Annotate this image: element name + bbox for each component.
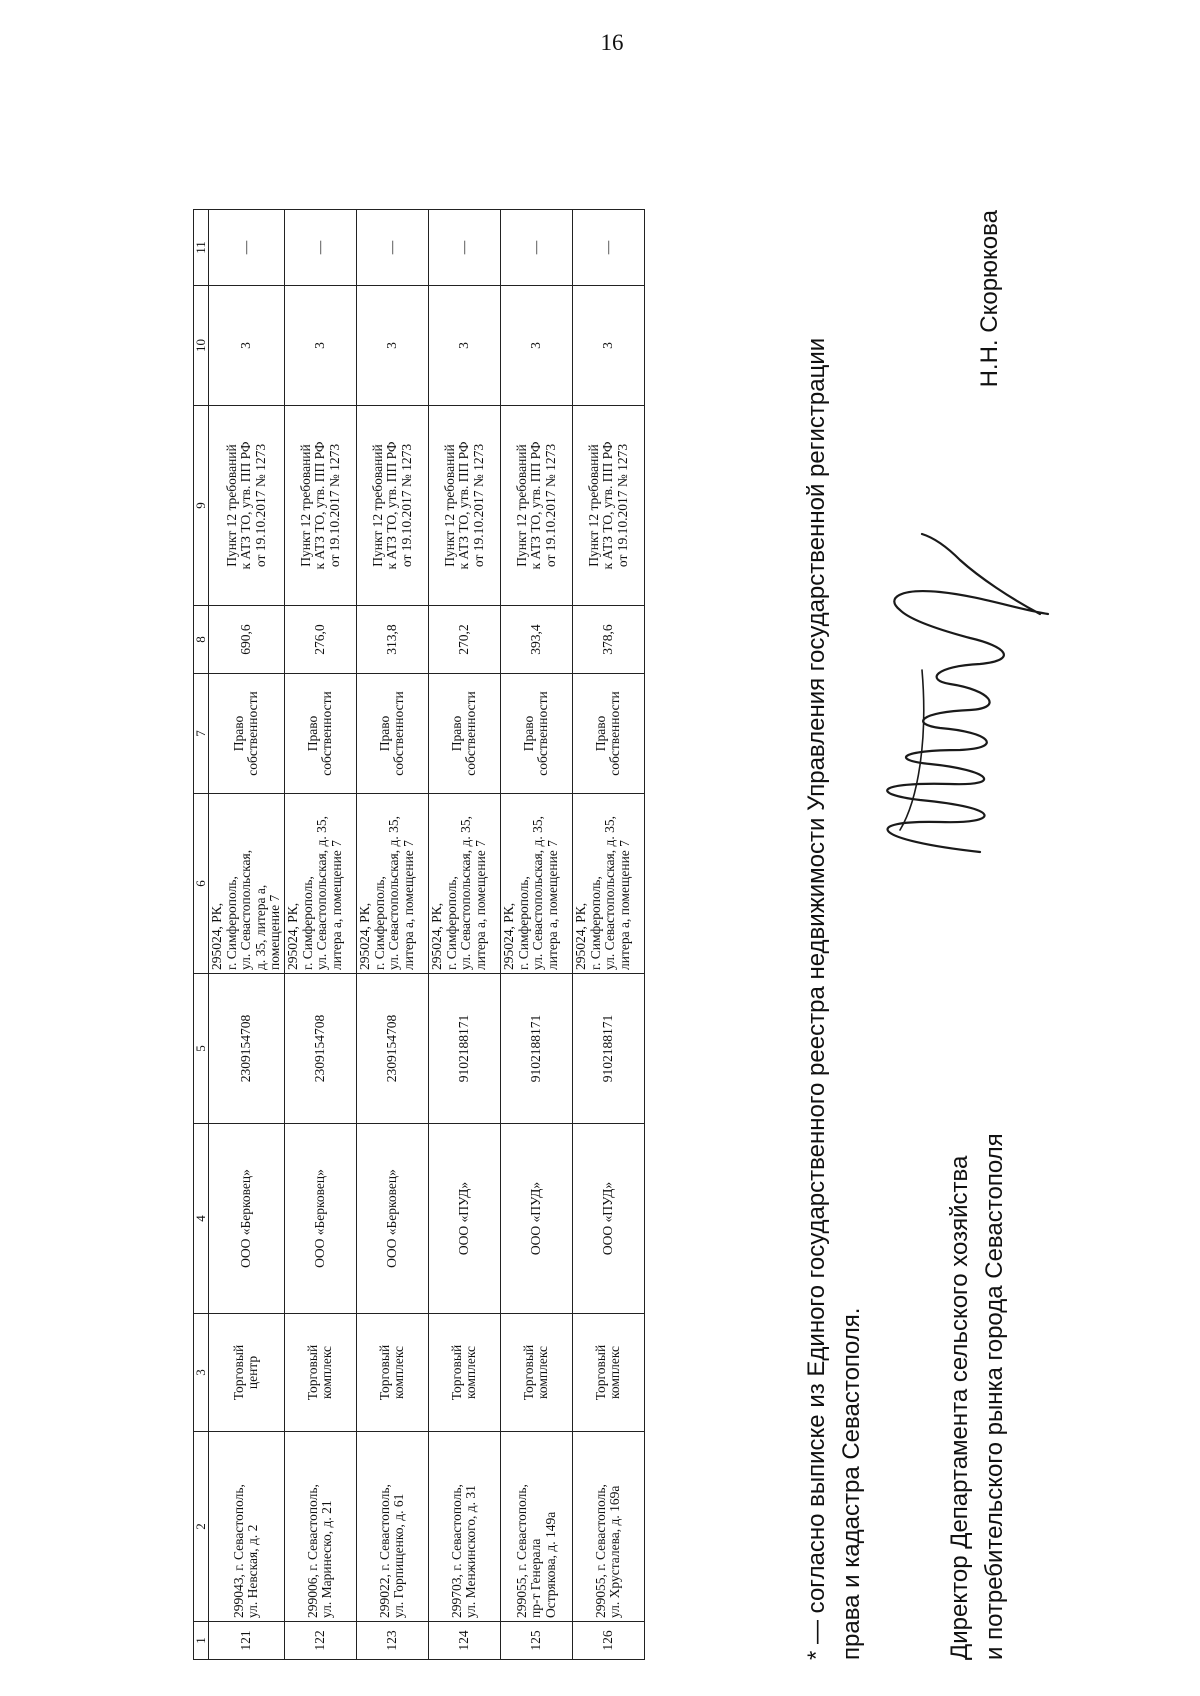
- note-value: —: [284, 210, 356, 286]
- legal-address: 295024, РК, г. Симферополь, ул. Севастопольская, д. 35, литера а, помещение 7: [209, 794, 285, 974]
- table-row: [209, 210, 285, 1660]
- basis-reference: Пункт 12 требований к АТЗ ТО, утв. ПП РФ от 19.10.2017 № 1273: [284, 406, 356, 606]
- legal-address: 295024, РК, г. Симферополь, ул. Севастопольская, д. 35, литера а, помещение 7: [284, 794, 356, 974]
- object-address: 299022, г. Севастополь, ул. Горпищенко, д. 61: [356, 1432, 428, 1622]
- table-row: [356, 210, 428, 1660]
- director-position: [943, 760, 1013, 1660]
- area-value: 393,4: [500, 606, 572, 674]
- table-row: [572, 210, 644, 1660]
- area-value: 313,8: [356, 606, 428, 674]
- basis-reference: Пункт 12 требований к АТЗ ТО, утв. ПП РФ от 19.10.2017 № 1273: [572, 406, 644, 606]
- company-inn: 2309154708: [209, 974, 285, 1124]
- basis-reference: Пункт 12 требований к АТЗ ТО, утв. ПП РФ от 19.10.2017 № 1273: [428, 406, 500, 606]
- object-address: 299043, г. Севастополь, ул. Невская, д. 2: [209, 1432, 285, 1622]
- legal-address: 295024, РК, г. Симферополь, ул. Севастопольская, д. 35, литера а, помещение 7: [356, 794, 428, 974]
- director-position-line: Директор Департамента сельского хозяйства: [946, 1155, 973, 1660]
- row-number: 123: [356, 1622, 428, 1660]
- note-value: —: [572, 210, 644, 286]
- register-table: [193, 209, 645, 1660]
- ownership-right: Право собственности: [500, 674, 572, 794]
- object-address: 299006, г. Севастополь, ул. Маринеско, д. 21: [284, 1432, 356, 1622]
- row-number: 126: [572, 1622, 644, 1660]
- note-value: —: [356, 210, 428, 286]
- category-value: 3: [572, 286, 644, 406]
- signer-name: Н.Н. Скорюкова: [976, 210, 1003, 388]
- column-number: 10: [194, 286, 209, 406]
- column-number: 9: [194, 406, 209, 606]
- company-inn: 9102188171: [500, 974, 572, 1124]
- ownership-right: Право собственности: [284, 674, 356, 794]
- director-position-line: и потребительского рынка города Севастополя: [980, 1133, 1008, 1660]
- column-number: 5: [194, 974, 209, 1124]
- table-row: [500, 210, 572, 1660]
- object-type: Торговый комплекс: [356, 1314, 428, 1432]
- row-number: 122: [284, 1622, 356, 1660]
- company-name: ООО «ПУД»: [500, 1124, 572, 1314]
- object-address: 299055, г. Севастополь, пр-т Генерала Острякова, д. 149а: [500, 1432, 572, 1622]
- note-value: —: [428, 210, 500, 286]
- basis-reference: Пункт 12 требований к АТЗ ТО, утв. ПП РФ от 19.10.2017 № 1273: [209, 406, 285, 606]
- category-value: 3: [356, 286, 428, 406]
- object-type: Торговый комплекс: [284, 1314, 356, 1432]
- company-inn: 9102188171: [572, 974, 644, 1124]
- legal-address: 295024, РК, г. Симферополь, ул. Севастопольская, д. 35, литера а, помещение 7: [572, 794, 644, 974]
- area-value: 276,0: [284, 606, 356, 674]
- object-type: Торговый центр: [209, 1314, 285, 1432]
- ownership-right: Право собственности: [428, 674, 500, 794]
- column-number: 4: [194, 1124, 209, 1314]
- row-number: 125: [500, 1622, 572, 1660]
- ownership-right: Право собственности: [209, 674, 285, 794]
- legal-address: 295024, РК, г. Симферополь, ул. Севастопольская, д. 35, литера а, помещение 7: [428, 794, 500, 974]
- column-number: 3: [194, 1314, 209, 1432]
- footnote: [800, 200, 870, 1660]
- company-name: ООО «Берковец»: [284, 1124, 356, 1314]
- column-number: 6: [194, 794, 209, 974]
- rotated-page-content: [60, 180, 1060, 1660]
- handwritten-signature: [830, 530, 1060, 860]
- category-value: 3: [500, 286, 572, 406]
- column-number-row: [194, 210, 209, 1660]
- note-value: —: [500, 210, 572, 286]
- object-type: Торговый комплекс: [428, 1314, 500, 1432]
- area-value: 378,6: [572, 606, 644, 674]
- company-name: ООО «ПУД»: [572, 1124, 644, 1314]
- category-value: 3: [209, 286, 285, 406]
- category-value: 3: [428, 286, 500, 406]
- ownership-right: Право собственности: [572, 674, 644, 794]
- column-number: 8: [194, 606, 209, 674]
- object-type: Торговый комплекс: [500, 1314, 572, 1432]
- company-name: ООО «Берковец»: [356, 1124, 428, 1314]
- table-row: [284, 210, 356, 1660]
- table-row: [428, 210, 500, 1660]
- footnote-line: * — согласно выписке из Единого государственного реестра недвижимости Управления государственной регистрации: [803, 337, 830, 1660]
- object-address: 299703, г. Севастополь, ул. Менжинского, д. 31: [428, 1432, 500, 1622]
- area-value: 270,2: [428, 606, 500, 674]
- company-inn: 9102188171: [428, 974, 500, 1124]
- column-number: 2: [194, 1432, 209, 1622]
- footnote-line: права и кадастра Севастополя.: [837, 1307, 865, 1660]
- category-value: 3: [284, 286, 356, 406]
- column-number: 11: [194, 210, 209, 286]
- row-number: 124: [428, 1622, 500, 1660]
- row-number: 121: [209, 1622, 285, 1660]
- area-value: 690,6: [209, 606, 285, 674]
- column-number: 1: [194, 1622, 209, 1660]
- page-number: 16: [600, 30, 624, 55]
- company-name: ООО «Берковец»: [209, 1124, 285, 1314]
- object-address: 299055, г. Севастополь, ул. Хрусталева, д. 169а: [572, 1432, 644, 1622]
- company-inn: 2309154708: [284, 974, 356, 1124]
- note-value: —: [209, 210, 285, 286]
- company-inn: 2309154708: [356, 974, 428, 1124]
- basis-reference: Пункт 12 требований к АТЗ ТО, утв. ПП РФ от 19.10.2017 № 1273: [500, 406, 572, 606]
- column-number: 7: [194, 674, 209, 794]
- company-name: ООО «ПУД»: [428, 1124, 500, 1314]
- object-type: Торговый комплекс: [572, 1314, 644, 1432]
- legal-address: 295024, РК, г. Симферополь, ул. Севастопольская, д. 35, литера а, помещение 7: [500, 794, 572, 974]
- basis-reference: Пункт 12 требований к АТЗ ТО, утв. ПП РФ от 19.10.2017 № 1273: [356, 406, 428, 606]
- ownership-right: Право собственности: [356, 674, 428, 794]
